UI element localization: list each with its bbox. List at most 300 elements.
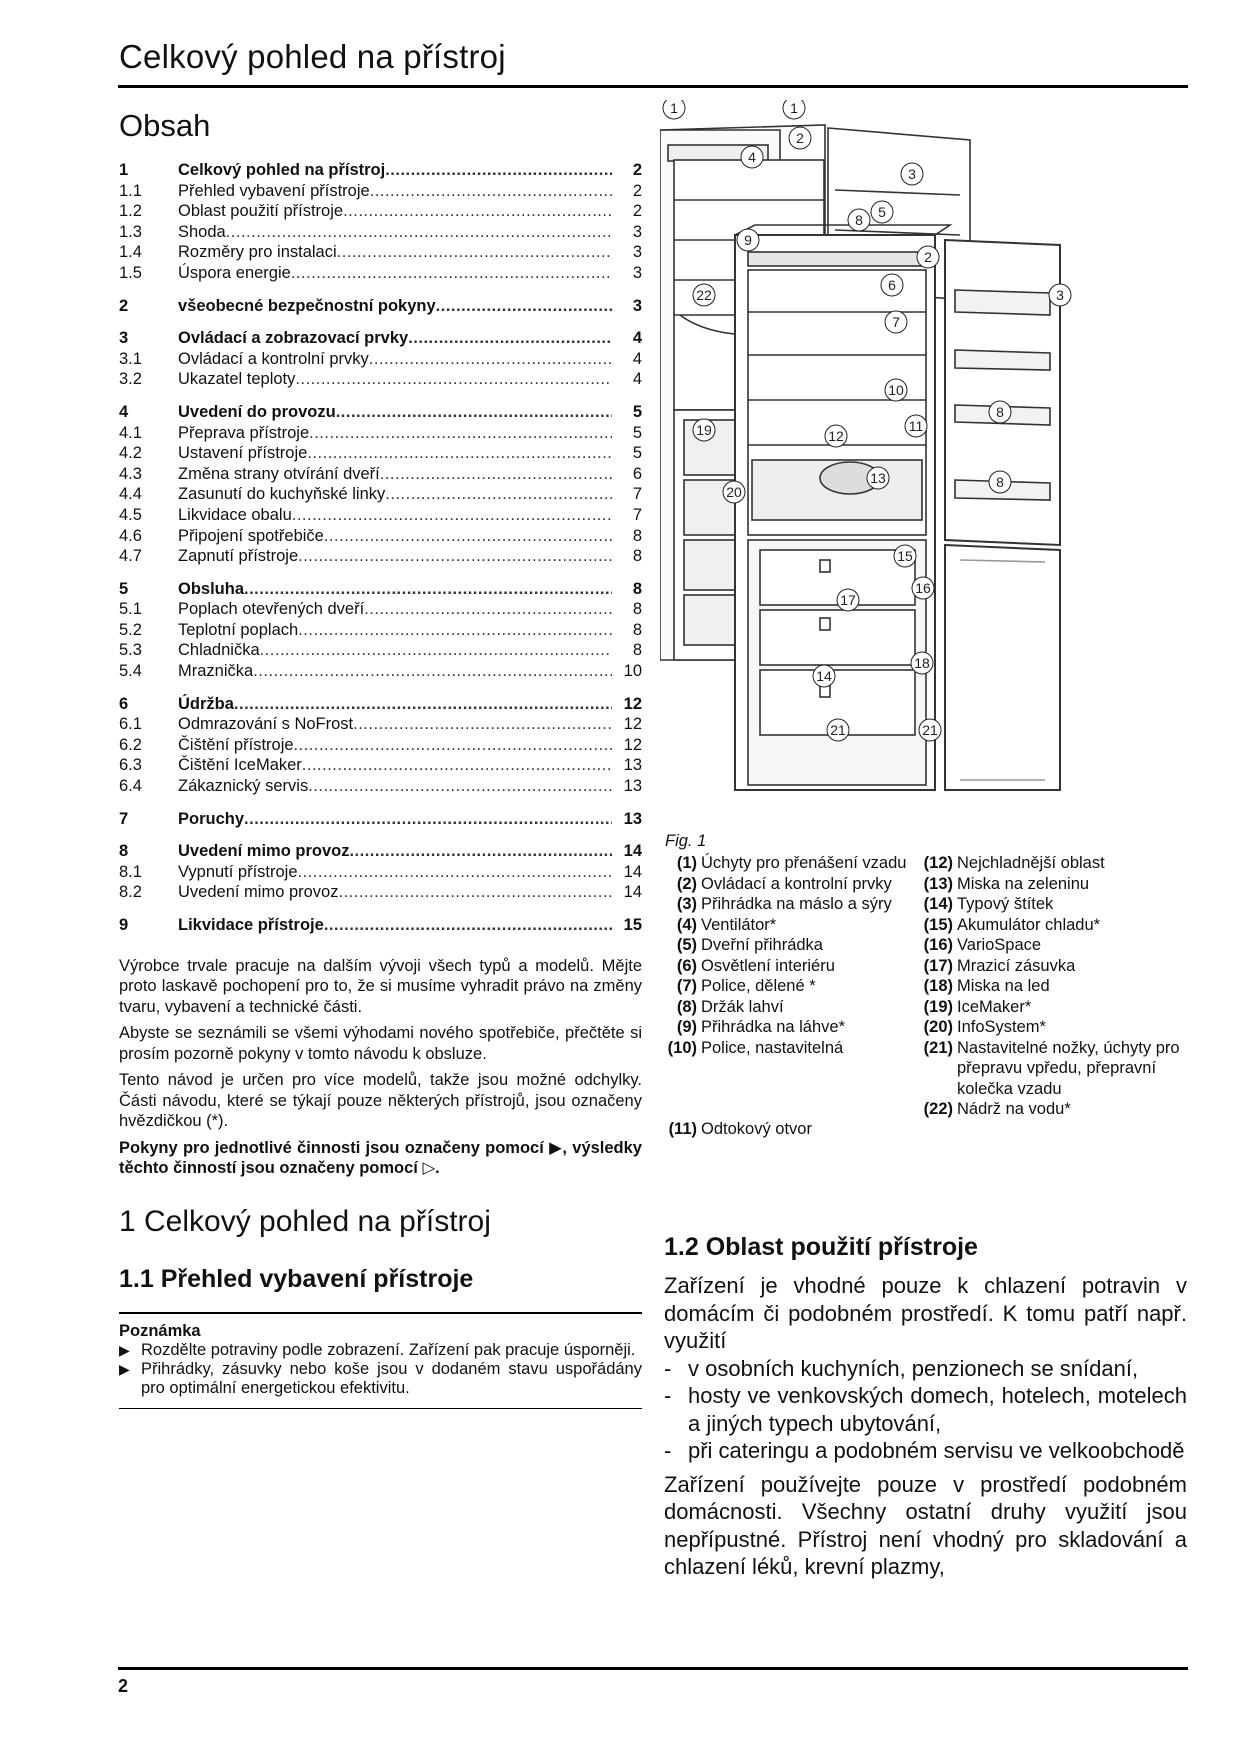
toc-leader-dots — [295, 369, 612, 390]
legend-item — [663, 1038, 913, 1059]
legend-text: Miska na zeleninu — [957, 874, 1090, 893]
toc-leader-dots — [234, 694, 612, 715]
toc-number: 8.1 — [119, 862, 142, 881]
toc-number: 6.2 — [119, 735, 142, 754]
callout-label: 6 — [888, 277, 896, 293]
toc-leader-dots — [436, 296, 612, 317]
legend-text: Nádrž na vodu* — [957, 1100, 1071, 1118]
toc-title-cell — [178, 620, 612, 641]
intro-paragraph-bold: Pokyny pro jednotlivé činnosti jsou označeny pomocí ▶, výsledky těchto činností jsou označeny pomocí ▷. — [119, 1138, 642, 1178]
toc-page: 13 — [623, 756, 642, 775]
legend-number: (15) — [923, 915, 953, 934]
toc-page: 3 — [632, 296, 642, 315]
toc-number: 4.3 — [119, 464, 142, 483]
section-1-2-paragraph: Zařízení používejte pouze v prostředí podobném domácnosti. Všechny ostatní druhy využití jsou nepřípustné. Přístroj není vhodný pro skladování a chlazení léků, krevní plazmy, — [664, 1471, 1187, 1579]
toc-page: 7 — [632, 505, 642, 524]
legend-number: (21) — [923, 1038, 953, 1057]
legend-text: Akumulátor chladu* — [957, 915, 1101, 934]
legend-item — [919, 976, 1184, 997]
list-item-text: hosty ve venkovských domech, hotelech, motelech a jiných typech ubytování, — [688, 1383, 1187, 1436]
toc-title-cell — [178, 484, 612, 505]
page-number: 2 — [118, 1676, 129, 1696]
toc-number: 1.3 — [119, 222, 142, 241]
toc-page: 8 — [632, 600, 642, 619]
toc-entry-title: Uvedení do provozu — [178, 402, 336, 421]
callout-label: 22 — [696, 287, 712, 303]
section-1-2-heading: 1.2 Oblast použití přístroje — [664, 1233, 978, 1261]
toc-title-cell — [178, 443, 612, 464]
legend-number: (12) — [923, 854, 953, 872]
toc-entry-title: Čištění přístroje — [178, 735, 294, 754]
toc-leader-dots — [336, 402, 612, 423]
legend-item — [919, 915, 1184, 936]
toc-title-cell — [178, 714, 612, 735]
toc-leader-dots — [292, 505, 612, 526]
section-1-2 — [664, 1233, 1187, 1581]
toc-number: 6.3 — [119, 756, 142, 775]
toc-leader-dots — [244, 809, 612, 830]
toc-page: 2 — [632, 161, 642, 179]
legend-item — [919, 874, 1184, 895]
toc-entry-title: Zákaznický servis — [178, 777, 309, 796]
toc-leader-dots — [260, 640, 612, 661]
toc-entry-title: Poplach otevřených dveří — [178, 600, 365, 619]
toc-row — [119, 882, 642, 903]
toc-entry-title: Odmrazování s NoFrost — [178, 715, 354, 734]
toc-title-cell — [178, 546, 612, 567]
callout-label: 3 — [1056, 287, 1064, 303]
toc-row — [119, 369, 642, 390]
toc-entry-title: Chladnička — [178, 641, 260, 660]
toc-row — [119, 402, 642, 423]
toc-entry-title: Likvidace přístroje — [178, 916, 324, 934]
toc-title-cell — [178, 661, 612, 682]
toc-row — [119, 599, 642, 620]
note-item-text: Rozdělte potraviny podle zobrazení. Zařízení pak pracuje úsporněji. — [141, 1340, 636, 1359]
toc-leader-dots — [253, 661, 612, 682]
legend-text: Police, nastavitelná — [701, 1038, 844, 1057]
legend-item — [663, 874, 913, 895]
toc-page: 3 — [632, 222, 642, 241]
toc-number: 6.4 — [119, 777, 142, 796]
toc-title-cell — [178, 242, 612, 263]
list-item — [664, 1355, 1187, 1383]
toc-entry-title: Údržba — [178, 694, 234, 713]
toc-number: 4.6 — [119, 526, 142, 545]
toc-page: 6 — [632, 464, 642, 483]
legend-text: Přihrádka na máslo a sýry — [701, 895, 892, 913]
toc-number: 4.7 — [119, 547, 142, 566]
legend-number: (17) — [923, 956, 953, 975]
toc-row — [119, 735, 642, 756]
toc-number: 1.5 — [119, 263, 142, 282]
callout-label: 3 — [908, 166, 916, 182]
toc-page: 4 — [632, 329, 642, 348]
toc-page: 3 — [632, 243, 642, 262]
callout-label: 13 — [870, 470, 886, 486]
toc-page: 5 — [632, 423, 642, 442]
section-1-heading: 1 Celkový pohled na přístroj — [119, 1204, 491, 1238]
toc-title-cell — [178, 755, 612, 776]
dash-bullet: - — [664, 1355, 672, 1381]
toc-number: 4.2 — [119, 444, 142, 463]
toc-row — [119, 464, 642, 485]
toc-row — [119, 526, 642, 547]
toc-row — [119, 915, 642, 936]
toc-number: 3.2 — [119, 370, 142, 389]
toc-row — [119, 755, 642, 776]
toc-entry-title: Ovládací a zobrazovací prvky — [178, 329, 409, 348]
intro-text — [119, 956, 642, 1179]
toc-row — [119, 423, 642, 444]
toc-page: 8 — [632, 526, 642, 545]
action-triangle-icon: ▶ — [119, 1341, 130, 1358]
toc-leader-dots — [308, 776, 612, 797]
toc-entry-title: Zapnutí přístroje — [178, 547, 299, 566]
toc-row — [119, 328, 642, 349]
toc-number: 8 — [119, 842, 129, 861]
toc-number: 4 — [119, 402, 129, 421]
toc-entry-title: Přeprava přístroje — [178, 423, 310, 442]
legend-number: (6) — [676, 956, 697, 975]
toc-row — [119, 443, 642, 464]
legend-number: (1) — [676, 854, 697, 872]
toc-leader-dots — [380, 464, 612, 485]
list-item — [664, 1382, 1187, 1437]
toc-title-cell — [178, 263, 612, 284]
toc-leader-dots — [370, 181, 612, 202]
header-rule — [118, 85, 1188, 88]
legend-item — [919, 1017, 1184, 1038]
toc-entry-title: Přehled vybavení přístroje — [178, 181, 370, 200]
note-title: Poznámka — [119, 1321, 201, 1340]
legend-item — [663, 935, 913, 956]
fridge-illustration — [660, 100, 1180, 830]
toc-number: 3.1 — [119, 349, 142, 368]
legend-number: (2) — [676, 874, 697, 893]
toc-row — [119, 546, 642, 567]
note-item — [119, 1341, 642, 1360]
callout-label: 20 — [726, 484, 742, 500]
toc-title-cell — [178, 160, 612, 181]
toc-leader-dots — [294, 735, 612, 756]
table-of-contents — [119, 160, 642, 936]
toc-row — [119, 201, 642, 222]
legend-left — [663, 853, 913, 1140]
toc-entry-title: Ovládací a kontrolní prvky — [178, 349, 369, 368]
legend-number: (18) — [923, 977, 953, 995]
toc-leader-dots — [309, 423, 612, 444]
callout-label: 5 — [878, 204, 886, 220]
callout-label: 8 — [996, 404, 1004, 420]
toc-number: 5.4 — [119, 662, 142, 681]
toc-row — [119, 694, 642, 715]
toc-page: 8 — [632, 641, 642, 660]
legend-number: (9) — [676, 1018, 697, 1036]
callout-label: 4 — [748, 149, 756, 165]
section-1-1-heading: 1.1 Přehled vybavení přístroje — [119, 1264, 474, 1293]
legend-number: (3) — [676, 895, 697, 913]
toc-entry-title: Celkový pohled na přístroj — [178, 161, 386, 179]
toc-leader-dots — [337, 242, 612, 263]
toc-title-cell — [178, 862, 612, 883]
legend-text: Police, dělené * — [701, 977, 816, 995]
toc-title-cell — [178, 296, 612, 317]
toc-number: 2 — [119, 296, 129, 315]
intro-paragraph: Tento návod je určen pro více modelů, takže jsou možné odchylky. Části návodu, které se týkají pouze některých přístrojů, jsou označeny hvězdičkou (*). — [119, 1071, 642, 1131]
toc-title-cell — [178, 526, 612, 547]
toc-entry-title: Připojení spotřebiče — [178, 526, 324, 545]
toc-row — [119, 809, 642, 830]
legend-text: Ventilátor* — [701, 915, 777, 934]
legend-number: (11) — [668, 1120, 697, 1138]
legend-number: (20) — [923, 1018, 953, 1036]
toc-title-cell — [178, 882, 612, 903]
intro-paragraph: Abyste se seznámili se všemi výhodami nového spotřebiče, přečtěte si prosím pozorně pokyny v tomto návodu k obsluze. — [119, 1024, 642, 1063]
legend-item — [663, 976, 913, 997]
toc-row — [119, 661, 642, 682]
legend-item — [663, 956, 913, 977]
toc-leader-dots — [385, 160, 612, 181]
toc-page: 3 — [632, 263, 642, 282]
toc-page: 14 — [623, 862, 642, 881]
callout-label: 17 — [840, 592, 856, 608]
list-item — [664, 1437, 1187, 1465]
legend-text: Přihrádka na láhve* — [701, 1018, 846, 1036]
toc-entry-title: Ustavení přístroje — [178, 444, 308, 463]
toc-page: 12 — [623, 735, 642, 754]
legend-number: (10) — [667, 1038, 697, 1057]
toc-page: 15 — [623, 916, 642, 934]
toc-leader-dots — [343, 201, 612, 222]
toc-title-cell — [178, 735, 612, 756]
toc-title-cell — [178, 505, 612, 526]
toc-leader-dots — [244, 579, 612, 600]
toc-row — [119, 349, 642, 370]
legend-text: VarioSpace — [957, 936, 1042, 954]
toc-leader-dots — [298, 862, 612, 883]
toc-number: 4.1 — [119, 423, 142, 442]
toc-number: 5 — [119, 579, 129, 598]
toc-page: 7 — [632, 485, 642, 504]
toc-page: 14 — [623, 883, 642, 902]
toc-entry-title: Úspora energie — [178, 263, 291, 282]
legend-text: Miska na led — [957, 977, 1050, 995]
legend-text: Nejchladnější oblast — [957, 854, 1105, 872]
toc-leader-dots — [226, 222, 612, 243]
page-header-title: Celkový pohled na přístroj — [119, 38, 506, 75]
toc-title-cell — [178, 776, 612, 797]
toc-number: 5.3 — [119, 641, 142, 660]
toc-row — [119, 579, 642, 600]
left-column — [119, 100, 642, 1409]
legend-text: Osvětlení interiéru — [701, 956, 835, 975]
toc-entry-title: Likvidace obalu — [178, 505, 292, 524]
legend-item — [919, 935, 1184, 956]
toc-title-cell — [178, 222, 612, 243]
callout-label: 11 — [908, 418, 924, 434]
toc-number: 4.4 — [119, 485, 142, 504]
toc-title-cell — [178, 369, 612, 390]
legend-item — [663, 915, 913, 936]
fridge-drawing — [660, 100, 1180, 830]
callout-label: 9 — [744, 232, 752, 248]
legend-item — [663, 997, 913, 1018]
legend-right — [919, 853, 1184, 1120]
legend-item — [919, 894, 1184, 915]
toc-number: 5.1 — [119, 600, 142, 619]
toc-number: 1 — [119, 161, 129, 179]
toc-page: 12 — [623, 694, 642, 713]
legend-item — [919, 956, 1184, 977]
callout-label: 2 — [796, 130, 804, 146]
toc-page: 14 — [623, 842, 642, 861]
toc-leader-dots — [385, 484, 612, 505]
intro-paragraph: Výrobce trvale pracuje na dalším vývoji všech typů a modelů. Mějte proto laskavě pochopení pro to, že si musíme vyhradit právo na změny tvaru, vybavení a technické části. — [119, 956, 642, 1016]
callout-label: 1 — [790, 100, 798, 116]
note-item-text: Přihrádky, zásuvky nebo koše jsou v dodaném stavu uspořádány pro optimální energetickou efektivitu. — [141, 1359, 642, 1397]
toc-page: 13 — [623, 777, 642, 796]
toc-page: 4 — [632, 370, 642, 389]
toc-number: 4.5 — [119, 505, 142, 524]
toc-page: 8 — [632, 579, 642, 598]
toc-entry-title: Poruchy — [178, 809, 245, 828]
legend-text: Nastavitelné nožky, úchyty pro přepravu vpředu, přepravní kolečka vzadu — [957, 1038, 1180, 1098]
toc-title-cell — [178, 349, 612, 370]
toc-page: 5 — [632, 402, 642, 421]
legend-number: (22) — [923, 1100, 953, 1118]
toc-page: 8 — [632, 620, 642, 639]
toc-title-cell — [178, 402, 612, 423]
toc-entry-title: Uvedení mimo provoz — [178, 842, 350, 861]
legend-item — [919, 1038, 1184, 1100]
legend-text: Držák lahví — [701, 997, 784, 1016]
toc-title-cell — [178, 809, 612, 830]
legend-number: (19) — [923, 997, 953, 1016]
toc-row — [119, 714, 642, 735]
toc-number: 1.2 — [119, 202, 142, 221]
callout-label: 16 — [915, 580, 931, 596]
toc-row — [119, 620, 642, 641]
toc-title-cell — [178, 599, 612, 620]
legend-text: Úchyty pro přenášení vzadu — [701, 854, 907, 872]
legend-number: (13) — [923, 874, 953, 893]
callout-label: 8 — [996, 474, 1004, 490]
toc-row — [119, 862, 642, 883]
note-box — [119, 1314, 642, 1398]
toc-leader-dots — [408, 328, 612, 349]
legend-number: (7) — [676, 977, 697, 995]
section-1-2-paragraph: Zařízení je vhodné pouze k chlazení potravin v domácím či podobném prostředí. K tomu patří např. využití — [664, 1273, 1187, 1353]
toc-title-cell — [178, 464, 612, 485]
toc-entry-title: Ukazatel teploty — [178, 370, 296, 389]
action-triangle-icon: ▶ — [119, 1360, 130, 1377]
toc-leader-dots — [353, 714, 612, 735]
toc-entry-title: Rozměry pro instalaci — [178, 243, 337, 262]
toc-number: 5.2 — [119, 620, 142, 639]
toc-row — [119, 296, 642, 317]
toc-title-cell — [178, 579, 612, 600]
toc-page: 10 — [623, 662, 642, 681]
toc-leader-dots — [324, 915, 612, 936]
toc-entry-title: Zasunutí do kuchyňské linky — [178, 485, 386, 504]
callout-label: 10 — [888, 382, 904, 398]
toc-leader-dots — [364, 599, 612, 620]
legend-item — [663, 1017, 913, 1038]
legend-number: (16) — [923, 936, 953, 954]
toc-page: 4 — [632, 349, 642, 368]
toc-number: 6.1 — [119, 715, 142, 734]
toc-leader-dots — [324, 526, 612, 547]
legend-text: Mrazicí zásuvka — [957, 956, 1076, 975]
legend-number: (4) — [676, 915, 697, 934]
toc-entry-title: Oblast použití přístroje — [178, 202, 344, 221]
legend-item — [919, 997, 1184, 1018]
toc-row — [119, 160, 642, 181]
toc-number: 8.2 — [119, 883, 142, 902]
note-rule-bottom — [119, 1408, 642, 1410]
toc-row — [119, 841, 642, 862]
callout-label: 19 — [696, 422, 712, 438]
toc-entry-title: Změna strany otvírání dveří — [178, 464, 380, 483]
legend-number: (14) — [923, 895, 953, 913]
figure-caption: Fig. 1 — [665, 832, 707, 850]
legend-item — [919, 853, 1184, 874]
toc-number: 1.1 — [119, 181, 142, 200]
toc-entry-title: Čištění IceMaker — [178, 756, 302, 775]
toc-entry-title: Uvedení mimo provoz — [178, 883, 339, 902]
legend-item — [663, 894, 913, 915]
toc-entry-title: Obsluha — [178, 579, 245, 598]
toc-leader-dots — [349, 841, 612, 862]
toc-entry-title: všeobecné bezpečnostní pokyny — [178, 296, 436, 315]
toc-title-cell — [178, 915, 612, 936]
toc-page: 8 — [632, 547, 642, 566]
toc-page: 2 — [632, 181, 642, 200]
toc-row — [119, 181, 642, 202]
legend-text: Typový štítek — [957, 895, 1054, 913]
legend-item — [663, 853, 913, 874]
toc-page: 13 — [623, 809, 642, 828]
toc-page: 2 — [632, 202, 642, 221]
toc-leader-dots — [369, 349, 612, 370]
toc-number: 9 — [119, 916, 129, 934]
list-item-text: v osobních kuchyních, penzionech se snídaní, — [688, 1355, 1139, 1381]
toc-leader-dots — [307, 443, 612, 464]
legend-text: Dveřní přihrádka — [701, 936, 823, 954]
callout-label: 14 — [816, 668, 832, 684]
toc-title-cell — [178, 201, 612, 222]
callout-label: 8 — [855, 212, 863, 228]
legend-item — [919, 1099, 1184, 1120]
toc-row — [119, 505, 642, 526]
toc-title-cell — [178, 694, 612, 715]
callout-label: 18 — [914, 655, 930, 671]
legend-number: (5) — [676, 936, 697, 954]
note-item — [119, 1360, 642, 1398]
toc-number: 3 — [119, 329, 129, 348]
toc-row — [119, 242, 642, 263]
toc-number: 6 — [119, 694, 129, 713]
toc-title-cell — [178, 423, 612, 444]
callout-label: 15 — [897, 548, 913, 564]
toc-title: Obsah — [119, 108, 211, 143]
toc-entry-title: Teplotní poplach — [178, 620, 299, 639]
toc-title-cell — [178, 181, 612, 202]
footer-rule — [118, 1667, 1188, 1670]
legend-text: IceMaker* — [957, 997, 1032, 1016]
toc-leader-dots — [338, 882, 612, 903]
